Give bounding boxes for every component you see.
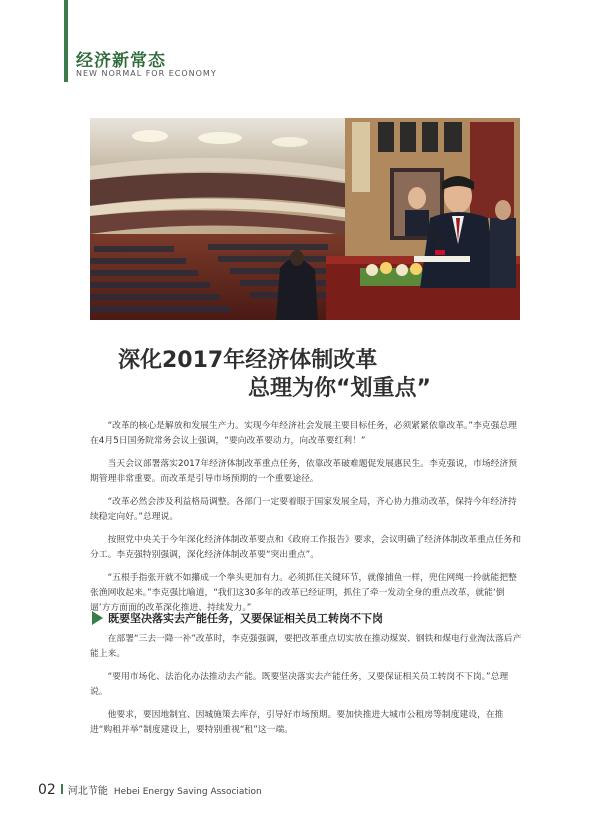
page-footer — [38, 782, 262, 798]
footer-divider — [61, 784, 63, 794]
conference-photo — [90, 118, 520, 320]
paragraph: 当天会议部署落实2017年经济体制改革重点任务，依靠改革破难题促发展惠民生。李克强说，市场经济预期管理非常重要。而改革是引导市场预期的一个重要途径。 — [90, 459, 518, 484]
paragraph: 按照党中央关于今年深化经济体制改革要点和《政府工作报告》要求，会议明确了经济体制改革重点任务和分工。李克强特别强调，深化经济体制改革要“突出重点”。 — [90, 535, 522, 560]
article-subheading — [92, 610, 383, 626]
page-number: 02 — [38, 782, 56, 798]
paragraph: 他要求，要因地制宜、因城施策去库存，引导好市场预期。要加快推进大城市公租房等制度建设，在推进“购租并举”制度建设上，要特别重视“租”这一端。 — [90, 710, 504, 735]
section-title: 经济新常态 — [76, 51, 166, 71]
article-body-bottom — [90, 632, 522, 746]
magazine-name: 河北节能 — [67, 786, 108, 797]
headline-line-2: 总理为你“划重点” — [248, 376, 431, 401]
headline-line-1: 深化2017年经济体制改革 — [118, 348, 378, 373]
section-accent-bar — [64, 0, 68, 82]
paragraph: “改革的核心是解放和发展生产力。实现今年经济社会发展主要目标任务，必须紧紧依靠改革。”李克强总理在4月5日国务院常务会议上强调，“要向改革要动力，向改革要红利！” — [90, 421, 517, 446]
paragraph: “要用市场化、法治化办法推动去产能。既要坚决落实去产能任务，又要保证相关员工转岗不下岗。”总理说。 — [90, 672, 509, 697]
magazine-name-english: Hebei Energy Saving Association — [113, 787, 262, 797]
paragraph: 在部署“三去一降一补”改革时，李克强强调，要把改革重点切实放在推动煤炭、钢铁和煤电行业淘汰落后产能上来。 — [90, 634, 522, 659]
paragraph: “改革必然会涉及利益格局调整。各部门一定要着眼于国家发展全局，齐心协力推动改革，保持今年经济持续稳定向好。”总理说。 — [90, 497, 517, 522]
subheading-text: 既要坚决落实去产能任务，又要保证相关员工转岗不下岗 — [108, 612, 383, 625]
paragraph: “五根手指张开就不如攥成一个拳头更加有力。必须抓住关键环节，就像捕鱼一样，兜住网绳一拎就能把整张渔网收起来。”李克强比喻道，“我们这30多年的改革已经证明，抓住了牵一发动全身的重点改革，就能‘倒逼’方方面面的改革深化推进、持续发力。” — [90, 573, 517, 613]
triangle-bullet-icon — [92, 611, 103, 625]
article-body-top — [90, 419, 522, 624]
section-subtitle: NEW NORMAL FOR ECONOMY — [76, 69, 217, 78]
